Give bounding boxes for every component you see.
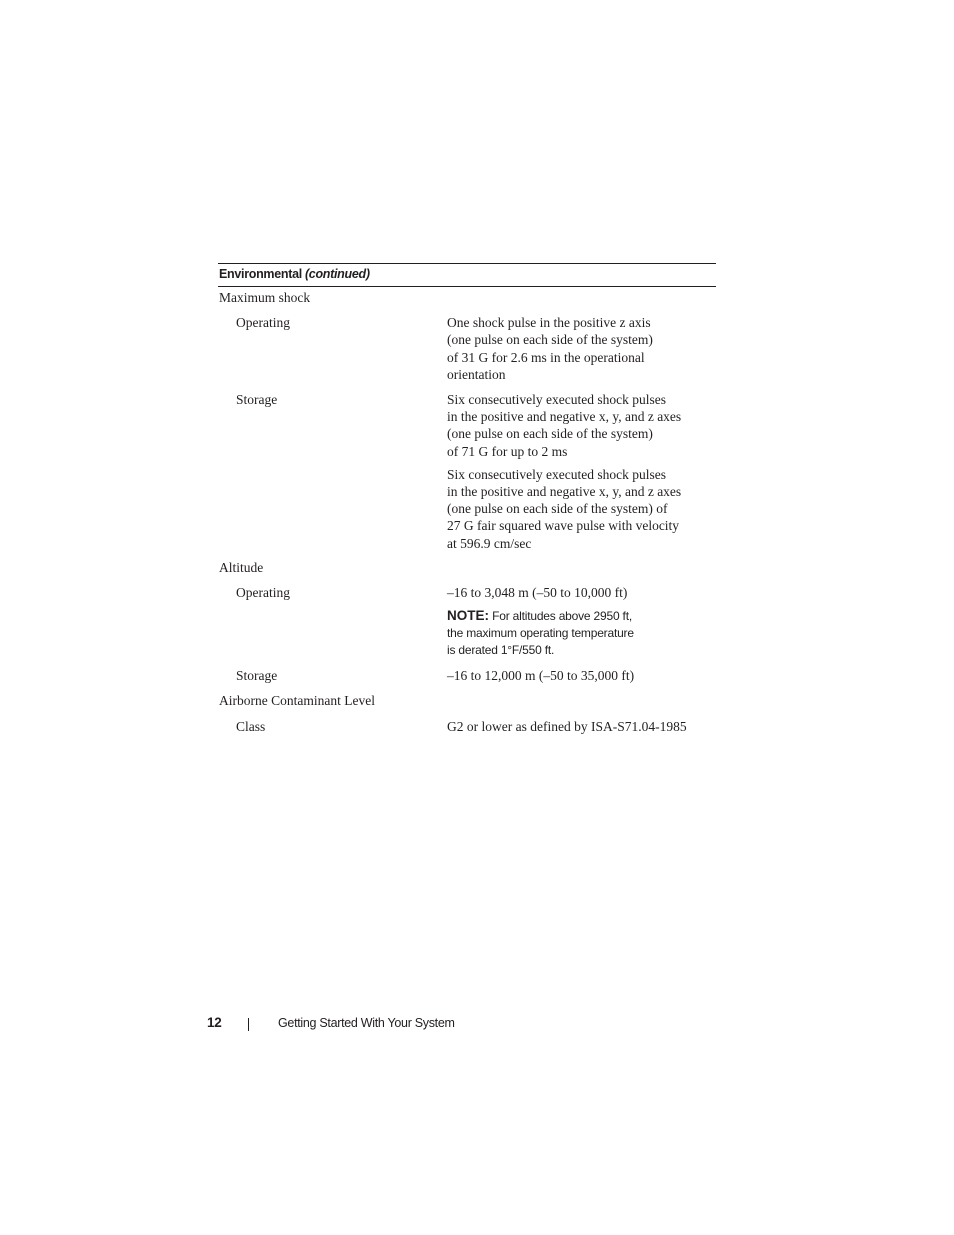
shock-storage-row bbox=[218, 391, 716, 552]
altitude-storage-row bbox=[218, 667, 716, 684]
table-body bbox=[218, 289, 716, 735]
sub-label-storage: Storage bbox=[236, 392, 278, 408]
shock-storage-value bbox=[447, 391, 716, 552]
table-header-title: Environmental bbox=[219, 267, 302, 281]
shock-storage-text-1: Six consecutively executed shock pulses in the positive and negative x, y, and z axes (one pulse on each side of the system) of 71 G for up to 2 ms bbox=[447, 392, 682, 459]
shock-operating-row bbox=[218, 314, 716, 383]
altitude-operating-text: –16 to 3,048 m (–50 to 10,000 ft) bbox=[447, 585, 628, 601]
altitude-storage-text: –16 to 12,000 m (–50 to 35,000 ft) bbox=[447, 668, 635, 684]
sub-label-operating: Operating bbox=[236, 585, 290, 601]
sub-label-operating: Operating bbox=[236, 315, 290, 331]
footer-document-title: Getting Started With Your System bbox=[278, 1016, 455, 1030]
altitude-section-row bbox=[218, 559, 716, 576]
altitude-operating-value bbox=[447, 584, 716, 659]
table-header-continued: (continued) bbox=[304, 267, 370, 281]
sub-label-storage: Storage bbox=[236, 668, 278, 684]
contaminant-class-text: G2 or lower as defined by ISA-S71.04-1985 bbox=[447, 718, 687, 734]
environmental-spec-table bbox=[218, 263, 716, 735]
shock-storage-text-2: Six consecutively executed shock pulses in the positive and negative x, y, and z axes (one pulse on each side of the system) of 27 G fair squared wave pulse with velocity at 596.9 cm/sec bbox=[447, 466, 682, 551]
table-header bbox=[218, 263, 716, 287]
shock-operating-value bbox=[447, 314, 716, 383]
section-label-airborne-contaminant: Airborne Contaminant Level bbox=[219, 693, 375, 709]
contaminant-class-value bbox=[447, 718, 716, 735]
section-label-maximum-shock: Maximum shock bbox=[219, 290, 311, 305]
contaminant-section-row bbox=[218, 692, 716, 709]
contaminant-class-row bbox=[218, 718, 716, 735]
section-label-altitude: Altitude bbox=[219, 559, 264, 575]
note-text: For altitudes above 2950 ft, the maximum operating temperature is derated 1°F/550 ft. bbox=[447, 609, 634, 658]
altitude-note bbox=[447, 607, 716, 659]
shock-section-row bbox=[218, 289, 716, 306]
footer-separator bbox=[248, 1018, 249, 1031]
note-label: NOTE: bbox=[447, 608, 489, 624]
altitude-operating-row bbox=[218, 584, 716, 659]
sub-label-class: Class bbox=[236, 718, 266, 734]
page-number: 12 bbox=[207, 1015, 222, 1030]
altitude-storage-value bbox=[447, 667, 716, 684]
shock-operating-text: One shock pulse in the positive z axis (one pulse on each side of the system) of 31 G for 2.6 ms in the operational orientation bbox=[447, 315, 653, 382]
